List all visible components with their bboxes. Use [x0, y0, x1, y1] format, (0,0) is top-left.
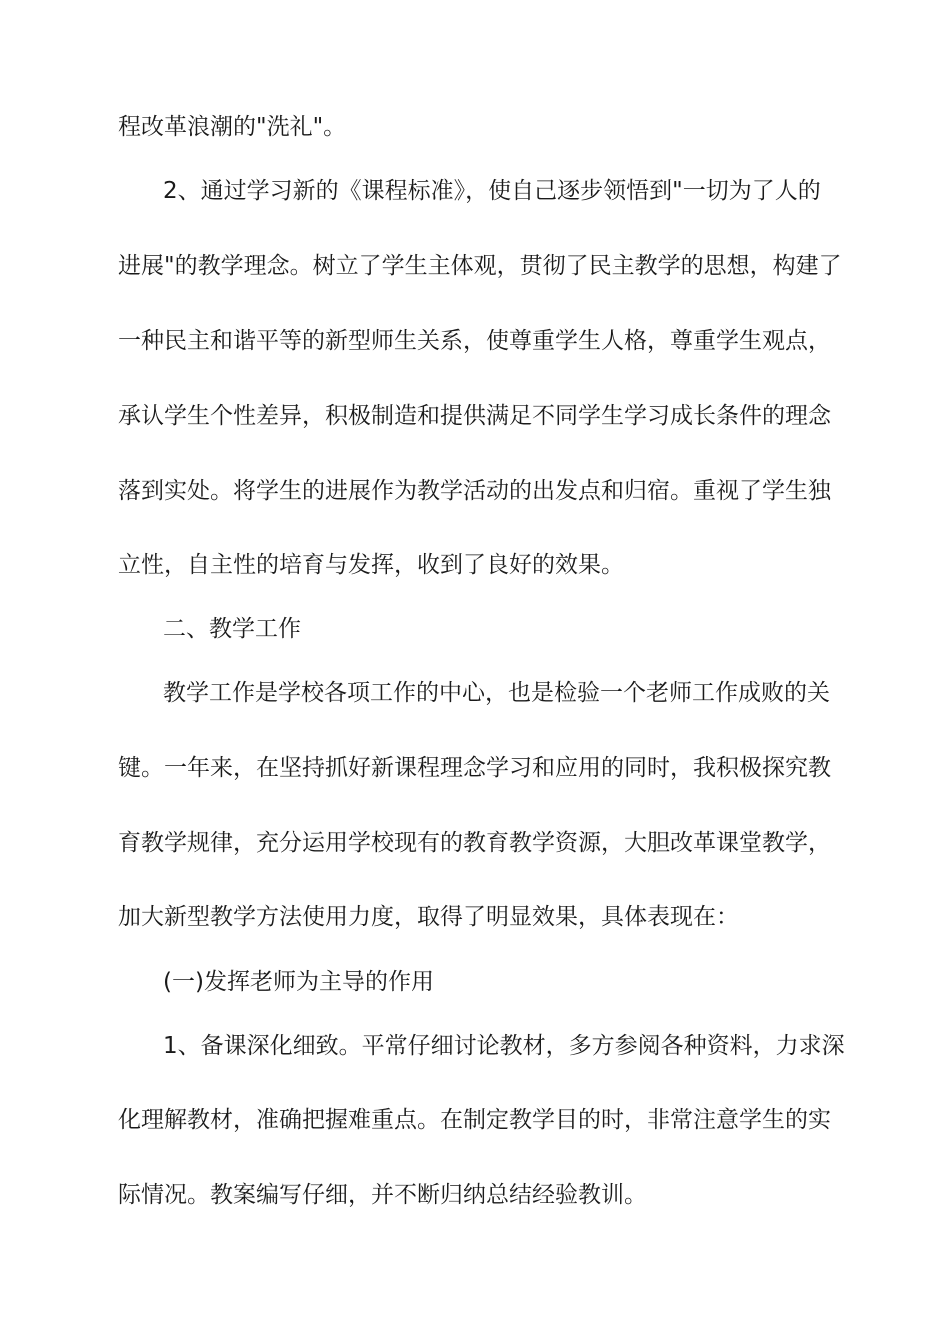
paragraph-line: 化理解教材，准确把握难重点。在制定教学目的时，非常注意学生的实 [118, 1107, 831, 1133]
paragraph-line: 2、通过学习新的《课程标准》，使自己逐步领悟到"一切为了人的 [163, 178, 821, 204]
subsection-heading: (一)发挥老师为主导的作用 [163, 969, 434, 995]
paragraph-line: 承认学生个性差异，积极制造和提供满足不同学生学习成长条件的理念 [118, 403, 831, 429]
paragraph-line: 教学工作是学校各项工作的中心，也是检验一个老师工作成败的关 [163, 680, 830, 706]
section-heading: 二、教学工作 [163, 616, 301, 642]
paragraph-line: 际情况。教案编写仔细，并不断归纳总结经验教训。 [118, 1182, 647, 1208]
paragraph-line: 1、备课深化细致。平常仔细讨论教材，多方参阅各种资料，力求深 [163, 1033, 845, 1059]
paragraph-line: 加大新型教学方法使用力度，取得了明显效果，具体表现在： [118, 904, 739, 930]
paragraph-line: 进展"的教学理念。树立了学生主体观，贯彻了民主教学的思想，构建了 [118, 253, 842, 279]
paragraph-line: 键。一年来，在坚持抓好新课程理念学习和应用的同时，我积极探究教 [118, 755, 831, 781]
paragraph-line: 立性，自主性的培育与发挥，收到了良好的效果。 [118, 552, 624, 578]
paragraph-line: 一种民主和谐平等的新型师生关系，使尊重学生人格，尊重学生观点， [118, 328, 831, 354]
paragraph-continuation: 程改革浪潮的"洗礼"。 [118, 114, 347, 140]
paragraph-line: 落到实处。将学生的进展作为教学活动的出发点和归宿。重视了学生独 [118, 478, 831, 504]
paragraph-line: 育教学规律，充分运用学校现有的教育教学资源，大胆改革课堂教学， [118, 830, 831, 856]
